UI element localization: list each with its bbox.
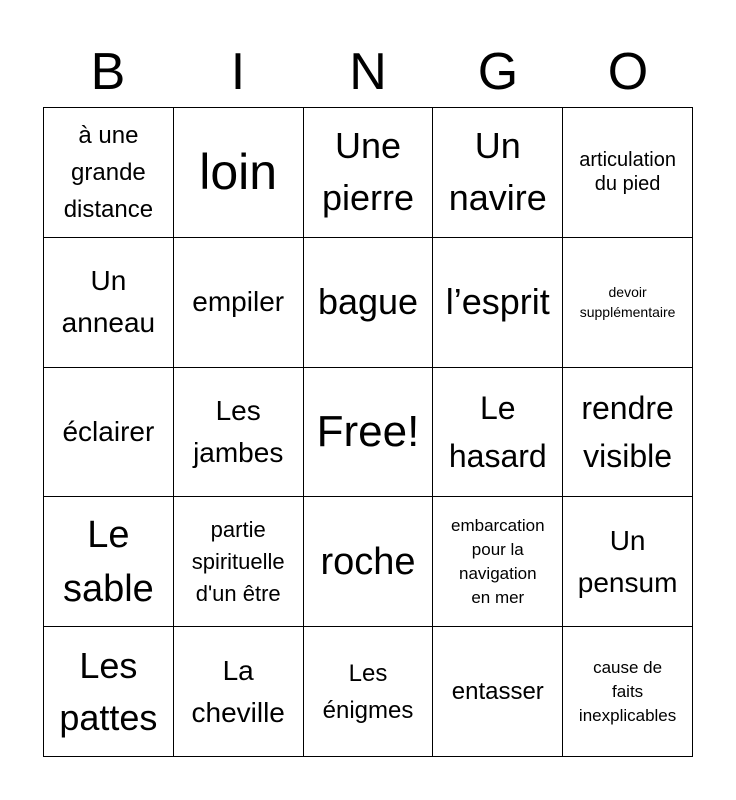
bingo-cell[interactable] <box>433 497 563 627</box>
bingo-cell[interactable] <box>433 368 563 498</box>
bingo-cell[interactable] <box>304 627 434 757</box>
cell-text: Les pattes <box>59 644 158 738</box>
cell-text: La cheville <box>191 654 285 728</box>
free-cell-text: Free! <box>316 406 420 456</box>
bingo-cell[interactable] <box>433 108 563 238</box>
cell-text: Une pierre <box>321 125 415 219</box>
cell-text: Un pensum <box>577 524 678 598</box>
bingo-cell[interactable] <box>433 238 563 368</box>
bingo-cell[interactable] <box>44 108 174 238</box>
bingo-cell[interactable] <box>44 368 174 498</box>
cell-text: Un navire <box>448 125 547 219</box>
cell-text: Le sable <box>62 513 154 610</box>
cell-text: entasser <box>451 678 544 706</box>
cell-text: à une grande distance <box>63 121 154 223</box>
cell-text: devoir supplémentaire <box>579 284 676 321</box>
cell-text: partie spirituelle d'un être <box>191 516 285 606</box>
cell-text: cause de faits inexplicables <box>578 657 677 725</box>
cell-text: Le hasard <box>448 389 547 474</box>
cell-text: loin <box>199 144 278 201</box>
cell-text: empiler <box>192 286 285 318</box>
header-letter-g: G <box>477 43 519 101</box>
bingo-cell[interactable] <box>563 238 693 368</box>
header-letter-i: I <box>230 43 246 101</box>
free-cell[interactable] <box>304 368 434 498</box>
bingo-cell[interactable] <box>174 108 304 238</box>
bingo-cell[interactable] <box>174 497 304 627</box>
bingo-cell[interactable] <box>44 627 174 757</box>
cell-text: rendre visible <box>581 389 674 474</box>
cell-text: embarcation pour la navigation en mer <box>451 515 545 607</box>
cell-text: Un anneau <box>61 265 156 339</box>
bingo-cell[interactable] <box>563 627 693 757</box>
bingo-cell[interactable] <box>174 627 304 757</box>
cell-text: Les jambes <box>193 394 284 468</box>
bingo-cell[interactable] <box>563 368 693 498</box>
cell-text: Les énigmes <box>322 659 414 724</box>
bingo-cell[interactable] <box>304 238 434 368</box>
bingo-cell[interactable] <box>304 108 434 238</box>
header-letter-o: O <box>607 43 649 101</box>
bingo-cell[interactable] <box>174 368 304 498</box>
header-letter-b: B <box>90 43 126 101</box>
cell-text: l’esprit <box>445 281 550 323</box>
bingo-cell[interactable] <box>174 238 304 368</box>
header-letter-n: N <box>349 43 387 101</box>
bingo-cell[interactable] <box>44 497 174 627</box>
cell-text: bague <box>317 281 419 323</box>
bingo-header <box>43 38 693 106</box>
bingo-cell[interactable] <box>304 497 434 627</box>
cell-text: éclairer <box>62 415 155 447</box>
bingo-cell[interactable] <box>433 627 563 757</box>
cell-text: articulation du pied <box>579 149 676 196</box>
bingo-grid <box>43 107 693 757</box>
cell-text: roche <box>320 540 416 583</box>
bingo-cell[interactable] <box>563 108 693 238</box>
bingo-cell[interactable] <box>44 238 174 368</box>
bingo-cell[interactable] <box>563 497 693 627</box>
